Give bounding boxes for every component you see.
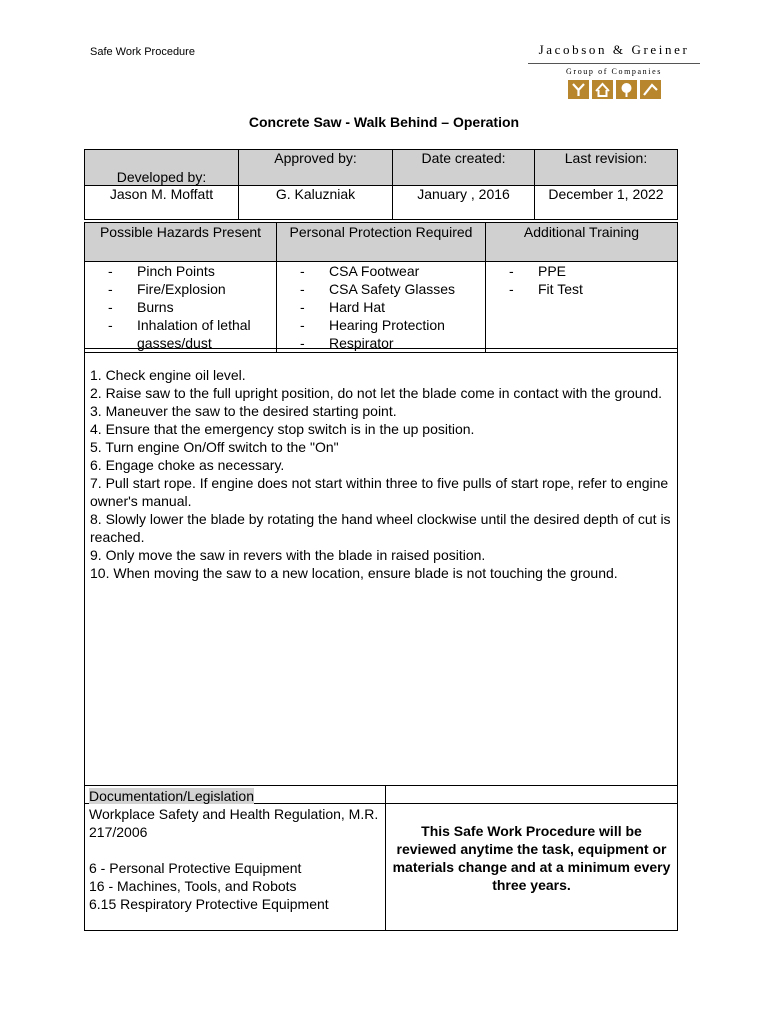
date-created-header: Date created:: [393, 150, 535, 186]
house-icon: [592, 80, 613, 99]
list-item: - Burns: [108, 298, 276, 316]
step-item: 6. Engage choke as necessary.: [90, 457, 285, 473]
developed-by-value: Jason M. Moffatt: [85, 186, 239, 220]
legislation-item: 16 - Machines, Tools, and Robots: [89, 878, 297, 894]
list-item: - Fire/Explosion: [108, 280, 276, 298]
list-item: - CSA Safety Glasses: [300, 280, 485, 298]
step-item: 7. Pull start rope. If engine does not start within three to five pulls of start rope, refer to engine owner's manual.: [90, 475, 669, 509]
logo-icons: [528, 80, 700, 99]
protection-header: Personal Protection Required: [277, 223, 486, 262]
step-item: 4. Ensure that the emergency stop switch is in the up position.: [90, 421, 475, 437]
list-item: - Fit Test: [509, 280, 677, 298]
company-name: Jacobson & Greiner: [538, 42, 690, 57]
hazards-list-cell: [85, 262, 277, 353]
step-item: 9. Only move the saw in revers with the blade in raised position.: [90, 547, 486, 563]
developed-by-header: Developed by:: [85, 150, 239, 186]
tree-icon: [616, 80, 637, 99]
step-item: 2. Raise saw to the full upright position, do not let the blade come in contact with the ground.: [90, 385, 663, 401]
list-item: - PPE: [509, 262, 677, 280]
step-item: 3. Maneuver the saw to the desired starting point.: [90, 403, 397, 419]
step-item: 5. Turn engine On/Off switch to the "On": [90, 439, 339, 455]
documentation-heading: Documentation/Legislation: [89, 788, 254, 804]
list-item: - Respirator: [300, 334, 485, 352]
review-note: This Safe Work Procedure will be reviewed anytime the task, equipment or materials change and at a minimum every three years.: [386, 786, 678, 931]
documentation-cell: [85, 786, 386, 931]
list-item: - Inhalation of lethal gasses/dust: [108, 316, 276, 352]
list-item: - Hearing Protection: [300, 316, 485, 334]
list-item: - Pinch Points: [108, 262, 276, 280]
approved-by-value: G. Kaluzniak: [239, 186, 393, 220]
training-header: Additional Training: [486, 223, 678, 262]
date-created-value: January , 2016: [393, 186, 535, 220]
legislation-item: 6 - Personal Protective Equipment: [89, 860, 302, 876]
logo-divider: [528, 63, 700, 64]
protection-list-cell: [277, 262, 486, 353]
approved-by-header: Approved by:: [239, 150, 393, 186]
training-list-cell: [486, 262, 678, 353]
regulation-reference: Workplace Safety and Health Regulation, M.R. 217/2006: [89, 806, 379, 840]
procedure-title: Concrete Saw - Walk Behind – Operation: [248, 114, 520, 130]
procedure-steps: [85, 349, 678, 804]
procedure-steps-table: [84, 348, 678, 804]
documentation-table: [84, 785, 678, 931]
list-item: - Hard Hat: [300, 298, 485, 316]
document-type-label: Safe Work Procedure: [90, 46, 195, 58]
hazards-table: [84, 222, 678, 353]
tree-y-icon: [568, 80, 589, 99]
training-list: [486, 262, 677, 298]
company-tagline: Group of Companies: [566, 67, 662, 76]
legislation-item: 6.15 Respiratory Protective Equipment: [89, 896, 329, 912]
hazards-header: Possible Hazards Present: [85, 223, 277, 262]
info-table: [84, 149, 678, 220]
step-item: 10. When moving the saw to a new location, ensure blade is not touching the ground.: [90, 565, 618, 581]
last-revision-header: Last revision:: [535, 150, 678, 186]
last-revision-value: December 1, 2022: [535, 186, 678, 220]
company-logo: [528, 42, 700, 102]
protection-list: [277, 262, 485, 352]
roof-icon: [640, 80, 661, 99]
step-item: 1. Check engine oil level.: [90, 367, 246, 383]
list-item: - CSA Footwear: [300, 262, 485, 280]
step-item: 8. Slowly lower the blade by rotating the hand wheel clockwise until the desired depth of cut is reached.: [90, 511, 671, 545]
hazards-list: [85, 262, 276, 352]
